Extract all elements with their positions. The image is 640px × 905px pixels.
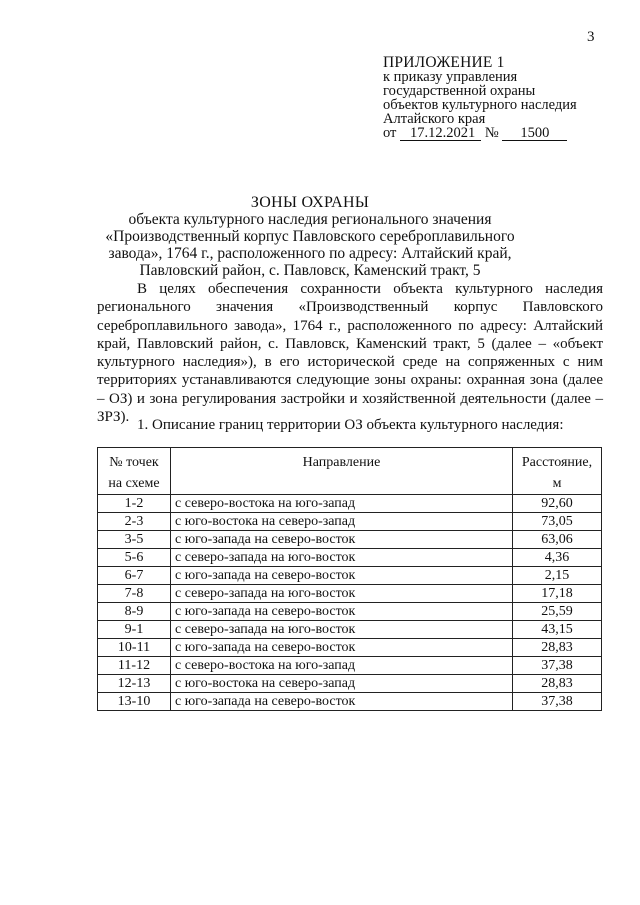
appendix-header [383,56,577,141]
table-row [98,531,602,549]
cell-points: 6-7 [98,567,171,585]
table-row [98,675,602,693]
boundary-table [97,447,602,711]
cell-points: 9-1 [98,621,171,639]
number-prefix: № [484,125,499,141]
cell-direction: с юго-востока на северо-запад [171,675,513,693]
title-main: ЗОНЫ ОХРАНЫ [250,194,370,211]
header-distance-line1: Расстояние, [521,455,593,470]
table-row [98,693,602,711]
cell-direction: с юго-запада на северо-восток [171,639,513,657]
header-points-line1: № точек [109,455,159,470]
order-number: 1500 [502,127,567,141]
page-number: 3 [587,29,595,45]
cell-distance: 92,60 [513,495,602,513]
table-row [98,567,602,585]
appendix-date-line [383,126,577,141]
header-points [98,448,171,495]
cell-distance: 73,05 [513,513,602,531]
header-distance [513,448,602,495]
cell-direction: с юго-запада на северо-восток [171,531,513,549]
cell-distance: 25,59 [513,603,602,621]
header-direction: Направление [171,448,513,495]
date-prefix: от [383,125,397,141]
cell-distance: 43,15 [513,621,602,639]
cell-points: 5-6 [98,549,171,567]
appendix-line: Алтайского края [383,111,486,127]
cell-distance: 37,38 [513,693,602,711]
cell-direction: с северо-запада на юго-восток [171,621,513,639]
cell-distance: 17,18 [513,585,602,603]
appendix-line: государственной охраны [383,83,536,99]
document-title [90,194,530,279]
cell-points: 8-9 [98,603,171,621]
title-line: объекта культурного наследия регионального значения [128,211,492,228]
cell-direction: с северо-запада на юго-восток [171,585,513,603]
header-distance-line2: м [552,476,562,491]
cell-distance: 2,15 [513,567,602,585]
appendix-line: объектов культурного наследия [383,97,577,113]
table-row [98,657,602,675]
appendix-title: ПРИЛОЖЕНИЕ 1 [383,54,505,71]
cell-direction: с северо-востока на юго-запад [171,657,513,675]
title-line: «Производственный корпус Павловского сереброплавильного [105,228,515,245]
header-points-line2: на схеме [108,476,160,491]
cell-distance: 4,36 [513,549,602,567]
cell-points: 3-5 [98,531,171,549]
cell-points: 2-3 [98,513,171,531]
cell-points: 11-12 [98,657,171,675]
cell-direction: с юго-запада на северо-восток [171,693,513,711]
table-row [98,495,602,513]
table-row [98,585,602,603]
cell-points: 7-8 [98,585,171,603]
cell-distance: 28,83 [513,639,602,657]
table-row [98,513,602,531]
section-heading: 1. Описание границ территории ОЗ объекта культурного наследия: [137,417,564,433]
body-paragraph: В целях обеспечения сохранности объекта культурного наследия регионального значения «Производственный корпус Павловского сереброплавильного завода», 1764 г., расположенного по адресу: Алтайский край, Павловский район, с. Павловск, Каменский тракт, 5 (далее – «объект культурного наследия»), в его исторической среде на сопряженных с ним территориях устанавливаются следующие зоны охраны: охранная зона (далее – ОЗ) и зона регулирования застройки и хозяйственной деятельности (далее – ЗРЗ). [97,281,603,426]
table-header-row [98,448,602,495]
cell-direction: с северо-запада на юго-восток [171,549,513,567]
cell-distance: 63,06 [513,531,602,549]
appendix-line: к приказу управления [383,69,518,85]
order-date: 17.12.2021 [400,127,481,141]
cell-direction: с юго-запада на северо-восток [171,603,513,621]
cell-points: 10-11 [98,639,171,657]
cell-points: 1-2 [98,495,171,513]
table-row [98,639,602,657]
cell-points: 13-10 [98,693,171,711]
table-row [98,603,602,621]
table-row [98,621,602,639]
title-line: завода», 1764 г., расположенного по адресу: Алтайский край, [108,245,512,262]
table-row [98,549,602,567]
cell-direction: с юго-запада на северо-восток [171,567,513,585]
title-line: Павловский район, с. Павловск, Каменский тракт, 5 [139,262,481,279]
cell-direction: с северо-востока на юго-запад [171,495,513,513]
cell-points: 12-13 [98,675,171,693]
cell-direction: с юго-востока на северо-запад [171,513,513,531]
cell-distance: 37,38 [513,657,602,675]
cell-distance: 28,83 [513,675,602,693]
